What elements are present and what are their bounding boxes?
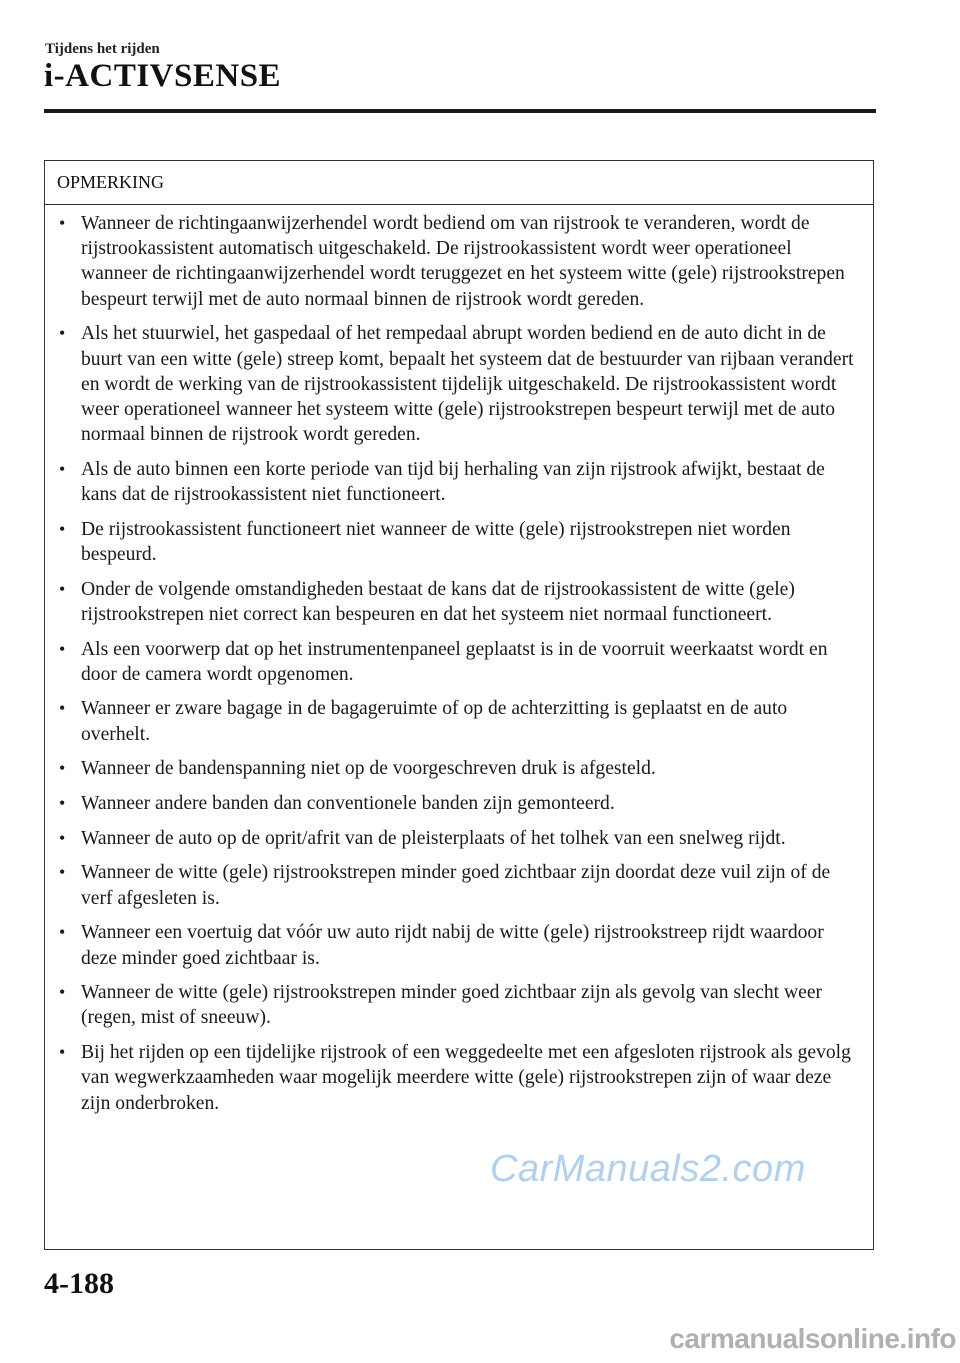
note-item [59,791,859,816]
note-item-text: De rijstrookassistent functioneert niet wanneer de witte (gele) rijstrookstrepen niet worden bespeurd. [81,518,791,565]
note-item [59,457,859,507]
bullet-icon: • [59,638,66,659]
bullet-icon: • [59,213,66,233]
note-item [59,696,859,746]
note-item-text: Als het stuurwiel, het gaspedaal of het rempedaal abrupt worden bediend en de auto dicht in de buurt van een witte (gele) streep komt, bepaalt het systeem dat de bestuurder van rijbaan verandert en wordt de werking van de rijstrookassistent tijdelijk uitgeschakeld. De rijstrookassistent wordt weer operationeel wanneer het systeem witte (gele) rijstrookstrepen bespeurt terwijl met de auto normaal binnen de rijstrook wordt gereden. [81,323,854,446]
bullet-icon: • [59,518,66,539]
bullet-icon: • [59,827,66,848]
title-rule [44,109,876,113]
note-item [59,860,859,910]
bullet-icon: • [59,578,66,599]
bullet-icon: • [59,793,66,814]
note-item-text: Wanneer de richtingaanwijzerhendel wordt bediend om van rijstrook te veranderen, wordt de rijstrookassistent automatisch uitgeschakeld. De rijstrookassistent wordt weer operationeel wanneer de richtingaanwijzerhendel wordt teruggezet en het systeem witte (gele) rijstrookstrepen bespeurt terwijl met de auto normaal binnen de rijstrook wordt gereden. [81,213,845,310]
note-item-text: Wanneer een voertuig dat vóór uw auto rijdt nabij de witte (gele) rijstrookstreep rijdt waardoor deze minder goed zichtbaar is. [81,922,824,969]
note-item-text: Bij het rijden op een tijdelijke rijstrook of een weggedeelte met een afgesloten rijstrook als gevolg van wegwerkzaamheden waar mogelijk meerdere witte (gele) rijstrookstrepen zijn of waar deze zijn onderbroken. [81,1042,851,1114]
bullet-icon: • [59,458,66,479]
note-item [59,321,859,447]
section-label: Tijdens het rijden [45,41,160,57]
note-item-text: Onder de volgende omstandigheden bestaat de kans dat de rijstrookassistent de witte (gele) rijstrookstrepen niet correct kan bespeuren en dat het systeem niet normaal functioneert. [81,578,795,625]
note-heading: OPMERKING [45,161,873,205]
note-item-text: Wanneer er zware bagage in de bagageruimte of op de achterzitting is geplaatst en de auto overhelt. [81,698,788,745]
note-item [59,637,859,687]
page-number: 4-188 [44,1267,114,1300]
note-item-text: Wanneer de bandenspanning niet op de voorgeschreven druk is afgesteld. [81,758,656,780]
note-list [45,205,873,1116]
note-box [44,160,874,1250]
note-item-text: Wanneer de witte (gele) rijstrookstrepen minder goed zichtbaar zijn als gevolg van slecht weer (regen, mist of sneeuw). [81,982,823,1029]
note-item [59,517,859,567]
note-item [59,920,859,970]
note-item [59,756,859,781]
note-item [59,980,859,1030]
watermark: CarManuals2.com [490,1148,806,1190]
note-item [59,1040,859,1116]
bullet-icon: • [59,1042,66,1063]
bullet-icon: • [59,862,66,883]
bullet-icon: • [59,982,66,1003]
note-item [59,211,859,312]
bullet-icon: • [59,323,66,344]
note-item-text: Wanneer de auto op de oprit/afrit van de pleisterplaats of het tolhek van een snelweg rijdt. [81,827,786,849]
bullet-icon: • [59,922,66,943]
source-footer-link[interactable]: carmanualsonline.info [669,1323,956,1354]
note-item-text: Wanneer de witte (gele) rijstrookstrepen minder goed zichtbaar zijn doordat deze vuil zijn of de verf afgesleten is. [81,862,831,909]
chapter-title: i-ACTIVSENSE [44,58,282,94]
note-item [59,577,859,627]
note-item [59,826,859,851]
note-item-text: Als de auto binnen een korte periode van tijd bij herhaling van zijn rijstrook afwijkt, bestaat de kans dat de rijstrookassistent niet functioneert. [81,458,825,506]
bullet-icon: • [59,758,66,779]
note-item-text: Als een voorwerp dat op het instrumentenpaneel geplaatst is in de voorruit weerkaatst wordt en door de camera wordt opgenomen. [81,638,828,685]
note-item-text: Wanneer andere banden dan conventionele banden zijn gemonteerd. [81,793,615,815]
bullet-icon: • [59,698,66,719]
